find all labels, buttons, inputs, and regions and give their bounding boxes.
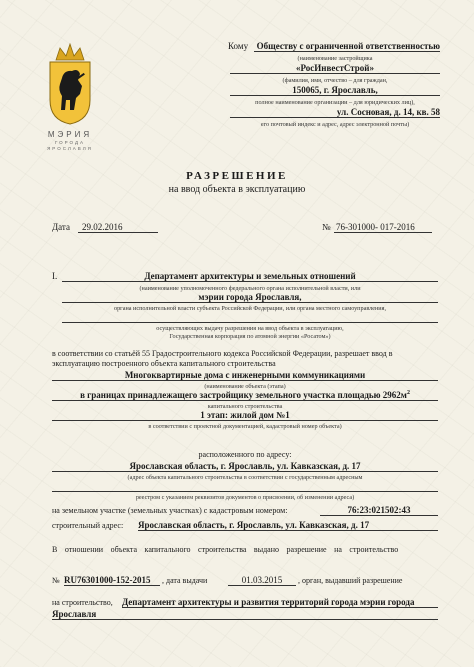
object-address: Ярославская область, г. Ярославль, ул. Кавказская, д. 17: [52, 461, 438, 472]
object-caption: (наименование объекта (этапа): [204, 383, 286, 390]
emblem-city-line: ГОРОДА: [54, 140, 86, 145]
document-title: РАЗРЕШЕНИЕ: [186, 170, 288, 182]
permit-paragraph: В отношении объекта капитального строительства выдано разрешение на строительство: [52, 545, 399, 554]
mayor-office: мэрии города Ярославля,: [62, 292, 438, 303]
recipient-org-short: «РосИнвестСтрой»: [230, 63, 440, 74]
city-emblem: [40, 38, 100, 128]
legal-paragraph-line-1: в соответствии со статьёй 55 Градостроительного кодекса Российской Федерации, разрешает ввод в: [52, 349, 393, 358]
located-label: расположенного по адресу:: [198, 450, 292, 459]
object-bounds-text: в границах принадлежащего застройщику земельного участка площадью 2962м: [80, 390, 407, 400]
issue-date: 29.02.2016: [78, 222, 158, 233]
document-subtitle: на ввод объекта в эксплуатацию: [168, 184, 306, 195]
address-blank-line: [52, 481, 438, 492]
issuer-name-line-2: Ярославля: [52, 609, 438, 620]
section-number: I.: [52, 271, 58, 281]
build-address-label: строительный адрес:: [52, 521, 124, 530]
document-number: 76-301000- 017-2016: [334, 222, 432, 233]
recipient-caption-3: полное наименование организации – для юридических лиц),: [255, 99, 415, 106]
recipient-index-city: 150065, г. Ярославль,: [230, 85, 440, 96]
permit-number: RU76301000-152-2015: [64, 575, 160, 586]
number-label: №: [322, 222, 331, 232]
legal-paragraph-line-2: эксплуатацию построенного объекта капитального строительства: [52, 359, 276, 368]
date-label: Дата: [52, 222, 70, 232]
construction-stage: 1 этап: жилой дом №1: [52, 410, 438, 421]
object-bounds: [52, 390, 438, 401]
build-address: Ярославская область, г. Ярославль, ул. Кавказская, д. 17: [138, 520, 438, 531]
authority-blank-line: [62, 312, 438, 323]
to-label: Кому: [228, 41, 249, 51]
stage-caption: в соответствии с проектной документацией, кадастровый номер объекта): [148, 423, 342, 430]
object-name: Многоквартирные дома с инженерными коммуникациями: [52, 370, 438, 381]
cadastral-number: 76:23:021502:43: [320, 505, 438, 516]
address-caption-1: (адрес объекта капитального строительства в соответствии с государственным адресным: [127, 474, 363, 481]
plot-label: на земельном участке (земельных участках) с кадастровым номером:: [52, 506, 288, 515]
permit-issued-date: 01.03.2015: [228, 575, 296, 586]
recipient-caption-4: его почтовый индекс и адрес, адрес электронной почты): [260, 121, 410, 128]
recipient-street: ул. Сосновая, д. 14, кв. 58: [230, 107, 440, 118]
object-caption-2: капитального строительства: [207, 403, 283, 410]
authority-caption-2: Государственная корпорация по атомной энергии «Росатом»): [169, 333, 331, 340]
department-name: Департамент архитектуры и земельных отношений: [62, 271, 438, 282]
recipient-org-name: Обществу с ограниченной ответственностью: [254, 41, 440, 52]
department-caption: (наименование уполномоченного федерального органа исполнительной власти, или: [139, 285, 361, 292]
permit-number-label: №: [52, 576, 60, 585]
issuer-name: Департамент архитектуры и развития территорий города мэрии города: [122, 597, 438, 608]
object-bounds-superscript: 2: [406, 390, 410, 396]
authority-caption-1: осуществляющих выдачу разрешения на ввод объекта в эксплуатацию,: [156, 325, 344, 332]
address-caption-2: реестром с указанием реквизитов документов о присвоении, об изменении адреса): [135, 494, 355, 501]
emblem-title: МЭРИЯ: [47, 130, 93, 139]
issuer-label: , орган, выдавший разрешение: [298, 576, 403, 585]
coat-of-arms-icon: [40, 38, 100, 128]
recipient-caption-1: (наименование застройщика: [297, 55, 373, 62]
recipient-caption-2: (фамилия, имя, отчество – для граждан,: [282, 77, 388, 84]
issuer-prefix: на строительство,: [52, 598, 113, 607]
emblem-city: ЯРОСЛАВЛЯ: [47, 146, 93, 151]
issued-date-label: , дата выдачи: [162, 576, 208, 585]
mayor-caption: органа исполнительной власти субъекта Российской Федерации, или органа местного самоуправления,: [113, 305, 387, 312]
